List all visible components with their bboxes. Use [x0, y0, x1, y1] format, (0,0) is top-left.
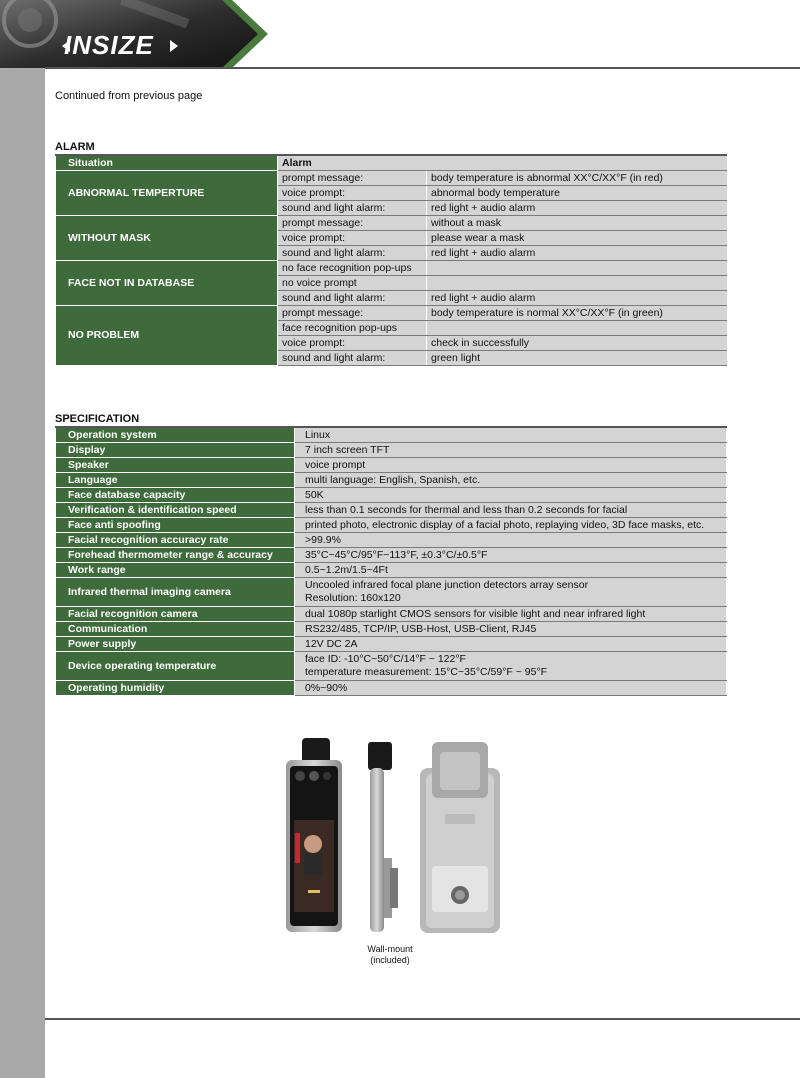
alarm-label: voice prompt: — [278, 336, 427, 351]
alarm-header: Alarm — [278, 155, 728, 171]
spec-value: 50K — [295, 488, 727, 503]
alarm-label: sound and light alarm: — [278, 246, 427, 261]
spec-value — [295, 652, 727, 681]
alarm-label: prompt message: — [278, 171, 427, 186]
brand-logo: INSIZE — [64, 30, 154, 60]
spec-value — [295, 578, 727, 607]
situation-cell: WITHOUT MASK — [56, 216, 278, 261]
alarm-value — [427, 276, 728, 291]
product-images — [280, 738, 510, 938]
alarm-label: sound and light alarm: — [278, 351, 427, 366]
alarm-value: please wear a mask — [427, 231, 728, 246]
alarm-value: red light + audio alarm — [427, 201, 728, 216]
spec-name: Communication — [56, 622, 295, 637]
alarm-title: ALARM — [55, 141, 95, 153]
footer-divider — [45, 1018, 800, 1020]
terminal-back-view — [420, 742, 500, 933]
situation-cell: FACE NOT IN DATABASE — [56, 261, 278, 306]
spec-value: 7 inch screen TFT — [295, 443, 727, 458]
alarm-value: check in successfully — [427, 336, 728, 351]
spec-name: Speaker — [56, 458, 295, 473]
spec-name: Facial recognition camera — [56, 607, 295, 622]
caption-line-2: (included) — [370, 955, 410, 965]
spec-name: Forehead thermometer range & accuracy — [56, 548, 295, 563]
spec-value: printed photo, electronic display of a facial photo, replaying video, 3D face masks, etc. — [295, 518, 727, 533]
spec-name: Device operating temperature — [56, 652, 295, 681]
spec-name: Face anti spoofing — [56, 518, 295, 533]
spec-value: Linux — [295, 427, 727, 443]
spec-value: >99.9% — [295, 533, 727, 548]
spec-value: RS232/485, TCP/IP, USB-Host, USB-Client, RJ45 — [295, 622, 727, 637]
continued-note: Continued from previous page — [55, 90, 203, 102]
spec-name: Facial recognition accuracy rate — [56, 533, 295, 548]
alarm-value — [427, 261, 728, 276]
alarm-value — [427, 321, 728, 336]
alarm-value: red light + audio alarm — [427, 291, 728, 306]
header-divider — [45, 67, 800, 69]
spec-value-line: temperature measurement: 15°C~35°C/59°F ~ 95°F — [305, 666, 548, 678]
spec-name: Display — [56, 443, 295, 458]
caption-line-1: Wall-mount — [367, 944, 413, 954]
spec-value: 12V DC 2A — [295, 637, 727, 652]
alarm-table — [55, 154, 727, 366]
situation-cell: ABNORMAL TEMPERTURE — [56, 171, 278, 216]
alarm-value: body temperature is abnormal XX°C/XX°F (in red) — [427, 171, 728, 186]
spec-name: Operating humidity — [56, 681, 295, 696]
spec-value: voice prompt — [295, 458, 727, 473]
image-caption — [355, 944, 425, 966]
spec-title: SPECIFICATION — [55, 413, 140, 425]
spec-value: 0%~90% — [295, 681, 727, 696]
alarm-label: sound and light alarm: — [278, 201, 427, 216]
alarm-label: prompt message: — [278, 306, 427, 321]
alarm-value: body temperature is normal XX°C/XX°F (in green) — [427, 306, 728, 321]
alarm-label: voice prompt: — [278, 186, 427, 201]
terminal-side-view — [368, 742, 398, 932]
alarm-label: sound and light alarm: — [278, 291, 427, 306]
spec-value-line: Resolution: 160x120 — [305, 592, 401, 604]
spec-value-line: face ID: -10°C~50°C/14°F ~ 122°F — [305, 653, 466, 665]
spec-name: Face database capacity — [56, 488, 295, 503]
situation-header: Situation — [56, 155, 278, 171]
alarm-label: voice prompt: — [278, 231, 427, 246]
alarm-label: no face recognition pop-ups — [278, 261, 427, 276]
alarm-value: red light + audio alarm — [427, 246, 728, 261]
spec-value: dual 1080p starlight CMOS sensors for visible light and near infrared light — [295, 607, 727, 622]
spec-name: Infrared thermal imaging camera — [56, 578, 295, 607]
spec-name: Power supply — [56, 637, 295, 652]
spec-name: Language — [56, 473, 295, 488]
situation-cell: NO PROBLEM — [56, 306, 278, 366]
spec-value: multi language: English, Spanish, etc. — [295, 473, 727, 488]
spec-value: less than 0.1 seconds for thermal and less than 0.2 seconds for facial — [295, 503, 727, 518]
alarm-value: green light — [427, 351, 728, 366]
spec-name: Verification & identification speed — [56, 503, 295, 518]
spec-value: 0.5~1.2m/1.5~4Ft — [295, 563, 727, 578]
spec-name: Operation system — [56, 427, 295, 443]
spec-value-line: Uncooled infrared focal plane junction detectors array sensor — [305, 579, 589, 591]
spec-name: Work range — [56, 563, 295, 578]
spec-table — [55, 426, 727, 696]
alarm-value: abnormal body temperature — [427, 186, 728, 201]
alarm-value: without a mask — [427, 216, 728, 231]
terminal-front-view — [286, 738, 342, 932]
spec-value: 35°C~45°C/95°F~113°F, ±0.3°C/±0.5°F — [295, 548, 727, 563]
alarm-label: face recognition pop-ups — [278, 321, 427, 336]
alarm-label: no voice prompt — [278, 276, 427, 291]
sidebar-strip — [0, 68, 45, 1078]
alarm-label: prompt message: — [278, 216, 427, 231]
